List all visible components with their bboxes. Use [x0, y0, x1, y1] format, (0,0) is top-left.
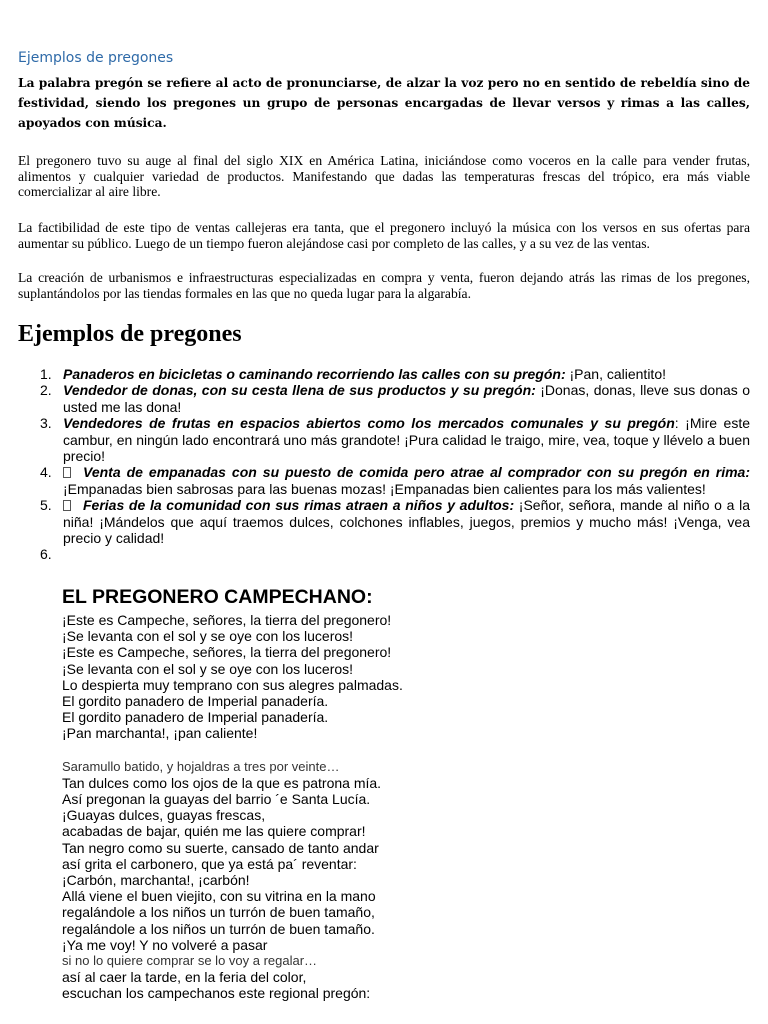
poem-title: EL PREGONERO CAMPECHANO: [62, 586, 373, 608]
list-item [18, 366, 750, 382]
list-item-body: ¡Señor, señora, mande al niño o a la niña! ¡Mándelos que aquí traemos dulces, colchones inflables, juegos, premios y mucho más! ¡Venga, vea precio y calidad! [63, 497, 750, 547]
poem-line: Tan dulces como los ojos de la que es patrona mía. [62, 774, 382, 791]
poem-line: ¡Se levanta con el sol y se oye con los luceros! [62, 660, 354, 677]
missing-glyph-icon [63, 500, 71, 511]
poem-line: regalándole a los niños un turrón de buen tamaño. [62, 920, 375, 937]
list-item-head: Panaderos en bicicletas o caminando recorriendo las calles con su pregón: [63, 366, 566, 382]
poem-line: Así pregonan la guayas del barrio ´e Santa Lucía. [62, 791, 371, 808]
list-item [18, 546, 750, 562]
poem-line: escuchan los campechanos este regional pregón: [62, 985, 371, 1002]
list-number: 6. [40, 546, 52, 563]
list-item-body: ¡Pan, calientito! [565, 366, 666, 382]
poem-line: acabadas de bajar, quién me las quiere comprar! [62, 823, 366, 840]
section-heading: Ejemplos de pregones [18, 321, 242, 347]
poem-line: ¡Este es Campeche, señores, la tierra del pregonero! [62, 612, 392, 628]
poem-line: así grita el carbonero, que ya está pa´ reventar: [62, 855, 357, 872]
poem-line: ¡Ya me voy! Y no volveré a pasar [62, 936, 268, 953]
list-number: 5. [40, 497, 52, 514]
missing-glyph-icon [63, 467, 71, 478]
poem-line: Lo despierta muy temprano con sus alegres palmadas. [62, 676, 403, 693]
list-number: 3. [40, 415, 52, 432]
list-item [18, 464, 750, 497]
poem-line: El gordito panadero de Imperial panadería. [62, 709, 329, 726]
poem-line: ¡Se levanta con el sol y se oye con los luceros! [62, 628, 354, 645]
poem-lines [62, 612, 562, 1002]
pregones-list [18, 366, 750, 563]
list-item [18, 497, 750, 546]
body-paragraph-3: La creación de urbanismos e infraestructuras especializadas en compra y venta, fueron dejando atrás las rimas de los pregones, suplantándolos por las tiendas formales en las que no queda lugar para la algarabía. [18, 270, 750, 301]
poem-line: ¡Este es Campeche, señores, la tierra del pregonero! [62, 644, 392, 661]
list-item [18, 415, 750, 464]
body-paragraph-1: El pregonero tuvo su auge al final del siglo XIX en América Latina, iniciándose como voceros en la calle para vender frutas, alimentos y cualquier variedad de productos. Manifestando que dadas las temperaturas frescas del trópico, era más viable comercializar al aire libre. [18, 153, 750, 200]
list-item-head: Vendedores de frutas en espacios abiertos como los mercados comunales y su pregón [63, 415, 675, 432]
poem-line: ¡Carbón, marchanta!, ¡carbón! [62, 872, 250, 889]
section-heading-small: Ejemplos de pregones [18, 50, 174, 66]
poem-line: así al caer la tarde, en la feria del color, [62, 969, 307, 986]
poem-block [62, 584, 562, 1002]
poem-line: El gordito panadero de Imperial panadería. [62, 693, 329, 710]
list-item-body: : ¡Mire este cambur, en ningún lado encontrará uno más grandote! ¡Pura calidad le traigo, mire, vea, toque y llévelo a buen precio! [63, 415, 750, 465]
list-number: 4. [40, 464, 52, 481]
poem-line: ¡Guayas dulces, guayas frescas, [62, 807, 266, 824]
poem-line: ¡Pan marchanta!, ¡pan caliente! [62, 725, 258, 742]
poem-line: Tan negro como su suerte, cansado de tanto andar [62, 839, 379, 856]
poem-line: regalándole a los niños un turrón de buen tamaño, [62, 904, 375, 921]
list-number: 2. [40, 382, 52, 399]
list-item-head: Ferias de la comunidad con sus rimas atraen a niños y adultos: [83, 497, 515, 514]
poem-line: Allá viene el buen viejito, con su vitrina en la mano [62, 888, 376, 905]
list-item [18, 382, 750, 415]
list-number: 1. [40, 366, 52, 382]
list-item-head: Venta de empanadas con su puesto de comida pero atrae al comprador con su pregón en rima: [83, 464, 750, 481]
poem-line: si no lo quiere comprar se lo voy a regalar… [62, 953, 318, 969]
list-item-body: ¡Empanadas bien sabrosas para las buenas mozas! ¡Empanadas bien calientes para los más valientes! [63, 480, 706, 497]
intro-paragraph: La palabra pregón se refiere al acto de pronunciarse, de alzar la voz pero no en sentido de rebeldía sino de festividad, siendo los pregones un grupo de personas encargadas de llevar versos y rimas a las calles, apoyados con música. [18, 76, 750, 130]
list-item-body: ¡Donas, donas, lleve sus donas o usted me las dona! [63, 382, 750, 415]
body-paragraph-2: La factibilidad de este tipo de ventas callejeras era tanta, que el pregonero incluyó la música con los versos en sus ofertas para aumentar su público. Luego de un tiempo fueron alejándose casi por completo de las calles, y a su vez de las ventas. [18, 220, 750, 251]
list-item-head: Vendedor de donas, con su cesta llena de sus productos y su pregón: [63, 382, 536, 399]
poem-line: Saramullo batido, y hojaldras a tres por veinte… [62, 758, 340, 774]
